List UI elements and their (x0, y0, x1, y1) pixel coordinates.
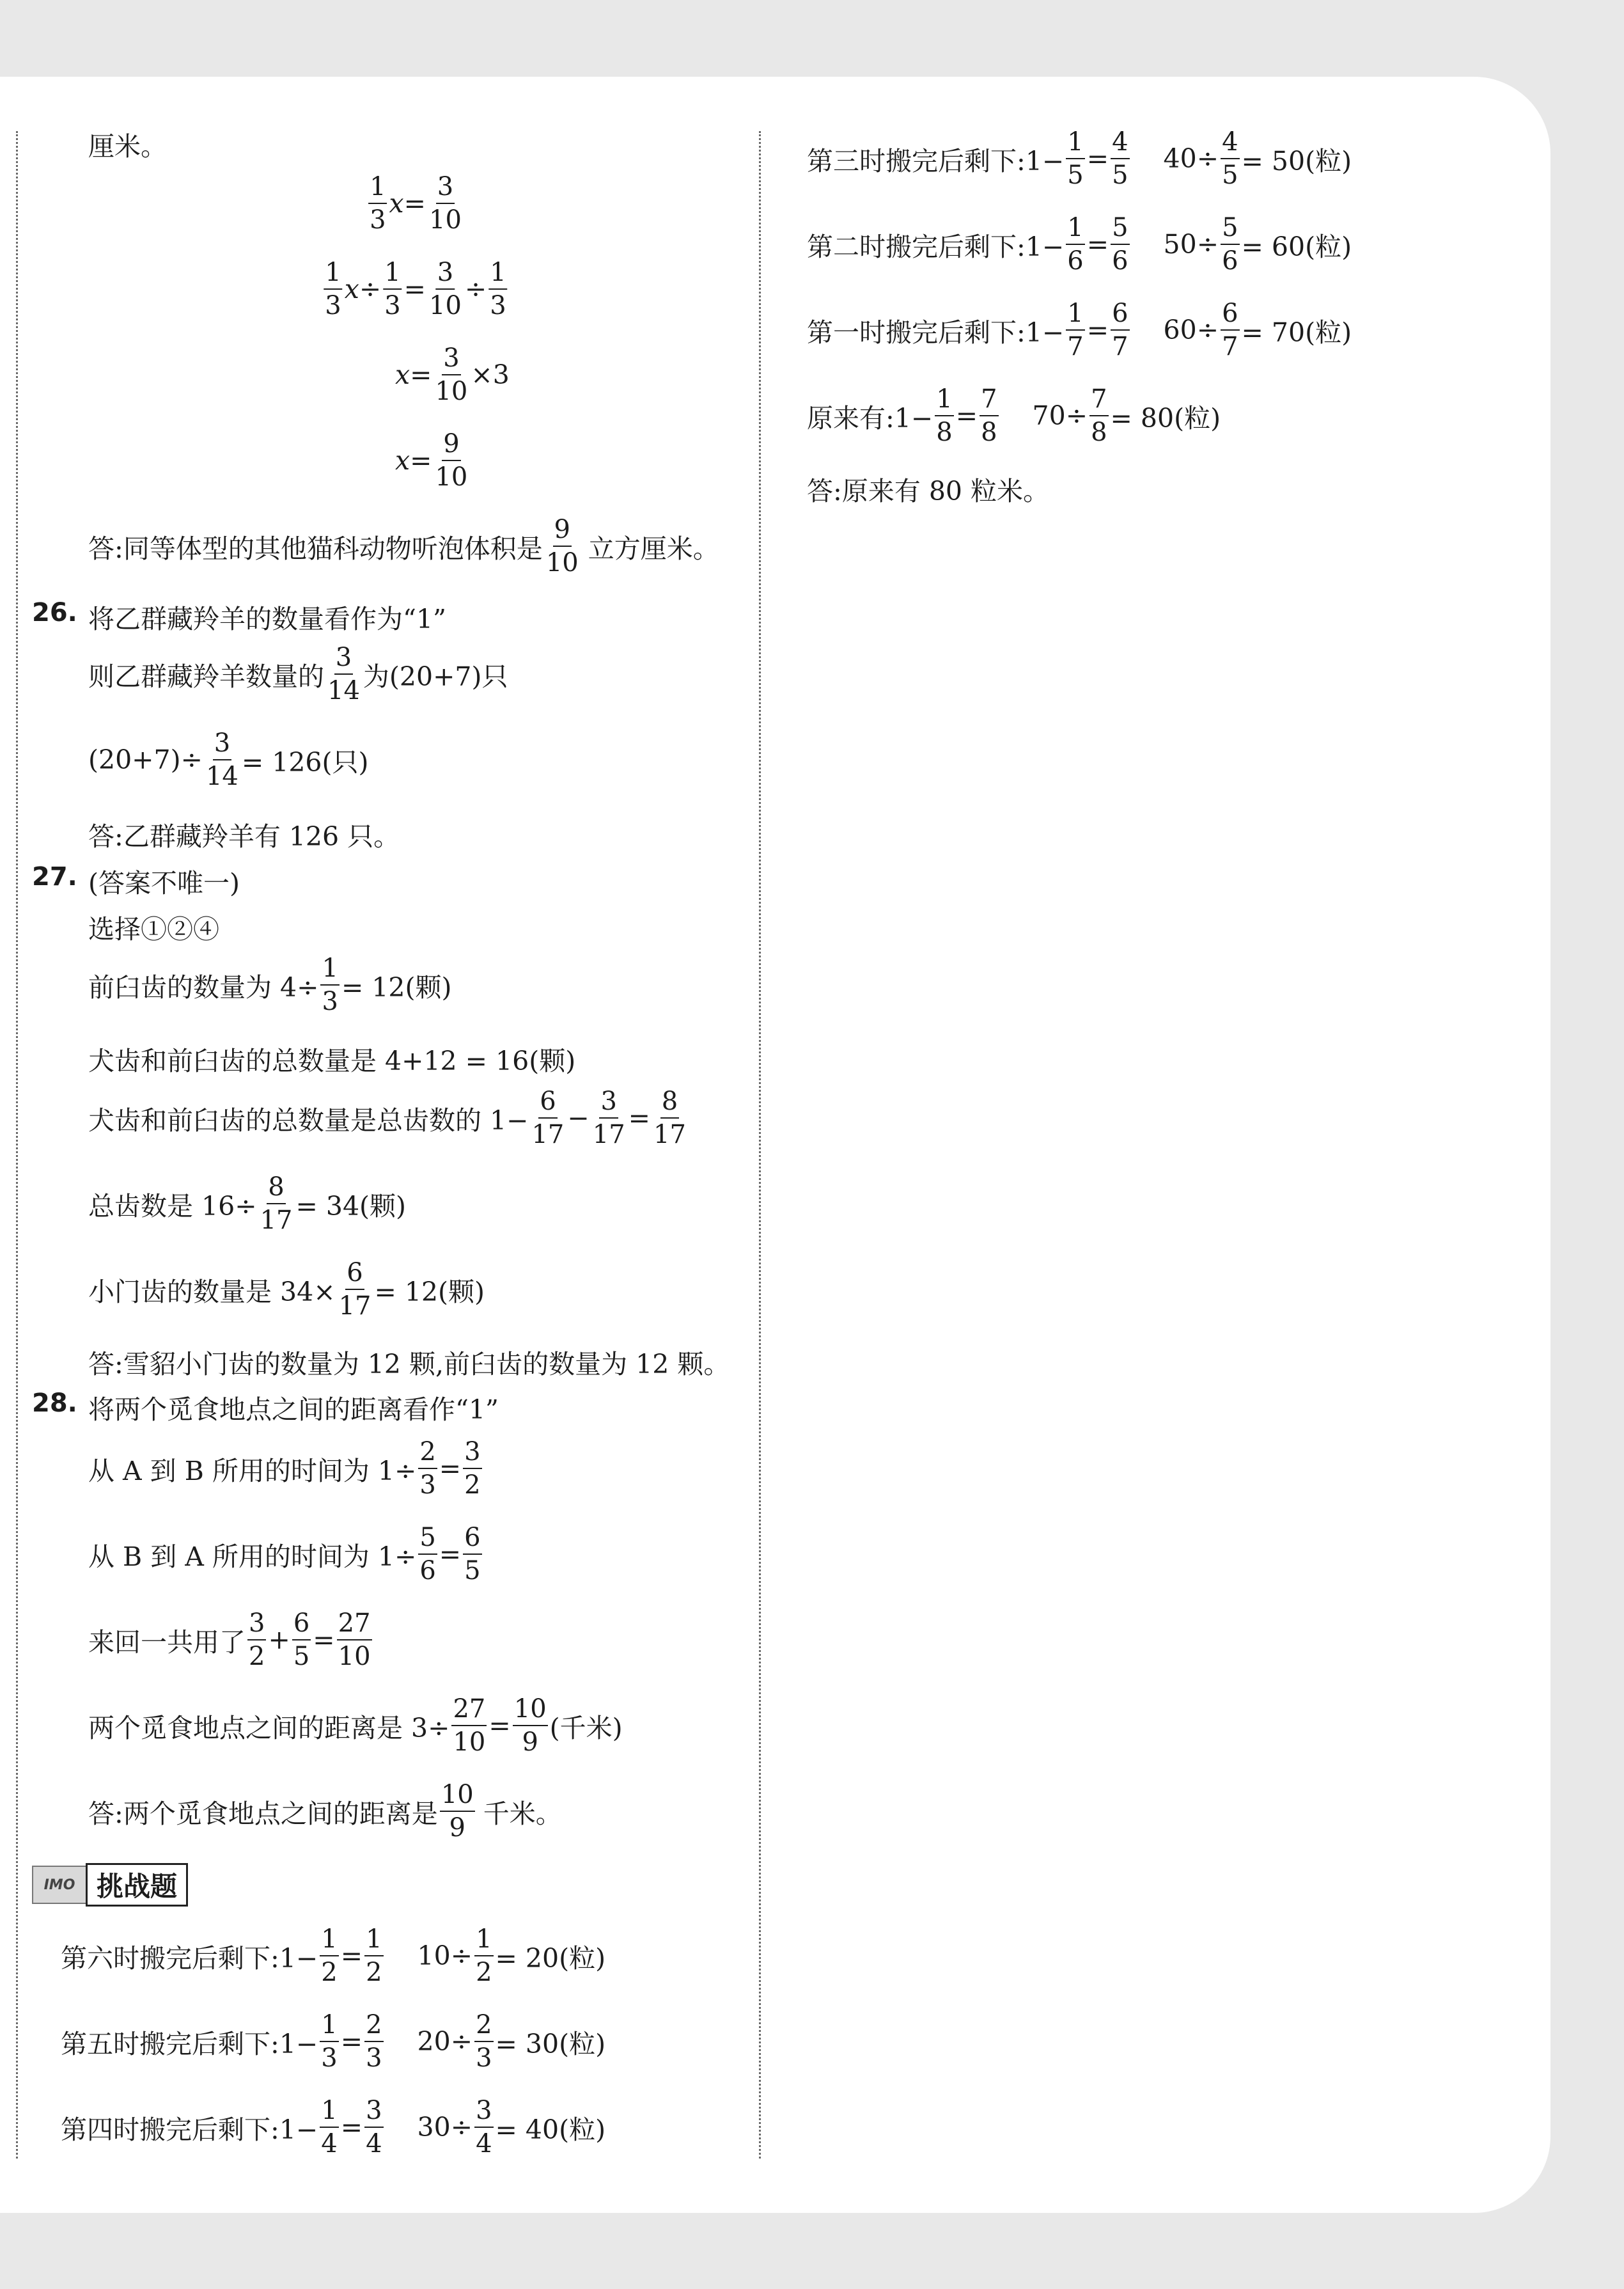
text-line: 总齿数是 16÷ $\frac{8}{17}$ = 34(颗) (88, 1172, 407, 1235)
column-divider (759, 131, 761, 2159)
text-line: 将乙群藏羚羊的数量看作为“1” (88, 604, 447, 634)
answer-25: 答:同等体型的其他猫科动物听泡体积是 9 10 立方厘米。 (88, 515, 719, 578)
question-number-26: 26. (32, 598, 77, 627)
answer-26: 答:乙群藏羚羊有 126 只。 (88, 821, 400, 852)
challenge-row-1: 第一时搬完后剩下:1− $\frac{1}{7}$ = $\frac{6}{7}$ 60÷ $\frac{6}{7}$ = 70(粒) (807, 299, 1352, 361)
text-line: 从 B 到 A 所用的时间为 1÷ $\frac{5}{6}$ = $\frac{6}{5}$ (88, 1523, 481, 1585)
text-line: 从 A 到 B 所用的时间为 1÷ $\frac{2}{3}$ = $\frac{3}{2}$ (88, 1437, 481, 1500)
left-margin-line (16, 131, 18, 2159)
text-line: 犬齿和前臼齿的总数量是 4+12 = 16(颗) (88, 1046, 576, 1076)
equation-2: 1 3 x ÷ $\frac{1}{3}$ = $\frac{3}{10}$ ÷ $\frac{1}{3}$ (325, 258, 506, 320)
imo-icon: IMO (32, 1866, 87, 1904)
text-line: 前臼齿的数量为 4÷ $\frac{1}{3}$ = 12(颗) (88, 954, 452, 1016)
text-line: 两个觅食地点之间的距离是 3÷ $\frac{27}{10}$ = $\frac{10}{9}$ (千米) (88, 1694, 623, 1757)
text-line: 犬齿和前臼齿的总数量是总齿数的 1− $\frac{6}{17}$ − $\frac{3}{17}$ = $\frac{8}{17}$ (88, 1087, 686, 1149)
answer-28: 答:两个觅食地点之间的距离是 10 9 千米。 (88, 1780, 562, 1843)
challenge-row-6: 第六时搬完后剩下:1− $\frac{1}{2}$ = $\frac{1}{2}$ 10÷ $\frac{1}{2}$ = 20(粒) (61, 1924, 606, 1987)
text-line: 将两个觅食地点之间的距离看作“1” (88, 1394, 499, 1425)
challenge-row-2: 第二时搬完后剩下:1− $\frac{1}{6}$ = $\frac{5}{6}$ 50÷ $\frac{5}{6}$ = 60(粒) (807, 213, 1352, 276)
challenge-title: 挑战题 (86, 1863, 188, 1907)
text-line: 选择①②④ (88, 914, 219, 945)
equation-1: 1 3 x = $\frac{3}{10}$ (370, 172, 462, 235)
text-line: (20+7)÷ $\frac{3}{14}$ = 126(只) (88, 728, 369, 791)
challenge-header (32, 1864, 188, 1906)
challenge-row-original: 原来有:1− $\frac{1}{8}$ = $\frac{7}{8}$ 70÷ $\frac{7}{8}$ = 80(粒) (807, 384, 1221, 447)
text-line: 厘米。 (88, 131, 167, 162)
text-line: 来回一共用了 3 2 + $\frac{6}{5}$ = $\frac{27}{10}$ (88, 1609, 371, 1671)
text-line: 小门齿的数量是 34× $\frac{6}{17}$ = 12(颗) (88, 1258, 485, 1321)
challenge-row-4: 第四时搬完后剩下:1− $\frac{1}{4}$ = $\frac{3}{4}$ 30÷ $\frac{3}{4}$ = 40(粒) (61, 2096, 606, 2159)
answer-27: 答:雪貂小门齿的数量为 12 颗,前臼齿的数量为 12 颗。 (88, 1349, 730, 1380)
question-number-27: 27. (32, 862, 77, 892)
challenge-row-3: 第三时搬完后剩下:1− $\frac{1}{5}$ = $\frac{4}{5}$ 40÷ $\frac{4}{5}$ = 50(粒) (807, 127, 1352, 190)
text-line: 则乙群藏羚羊数量的 3 14 为(20+7)只 (88, 643, 508, 705)
challenge-answer: 答:原来有 80 粒米。 (807, 476, 1050, 507)
question-number-28: 28. (32, 1388, 77, 1418)
text-line: (答案不唯一) (88, 868, 240, 899)
equation-3: x = $\frac{3}{10}$ ×3 (395, 343, 510, 406)
challenge-row-5: 第五时搬完后剩下:1− $\frac{1}{3}$ = $\frac{2}{3}$ 20÷ $\frac{2}{3}$ = 30(粒) (61, 2010, 606, 2073)
equation-4: x = $\frac{9}{10}$ (395, 429, 468, 492)
